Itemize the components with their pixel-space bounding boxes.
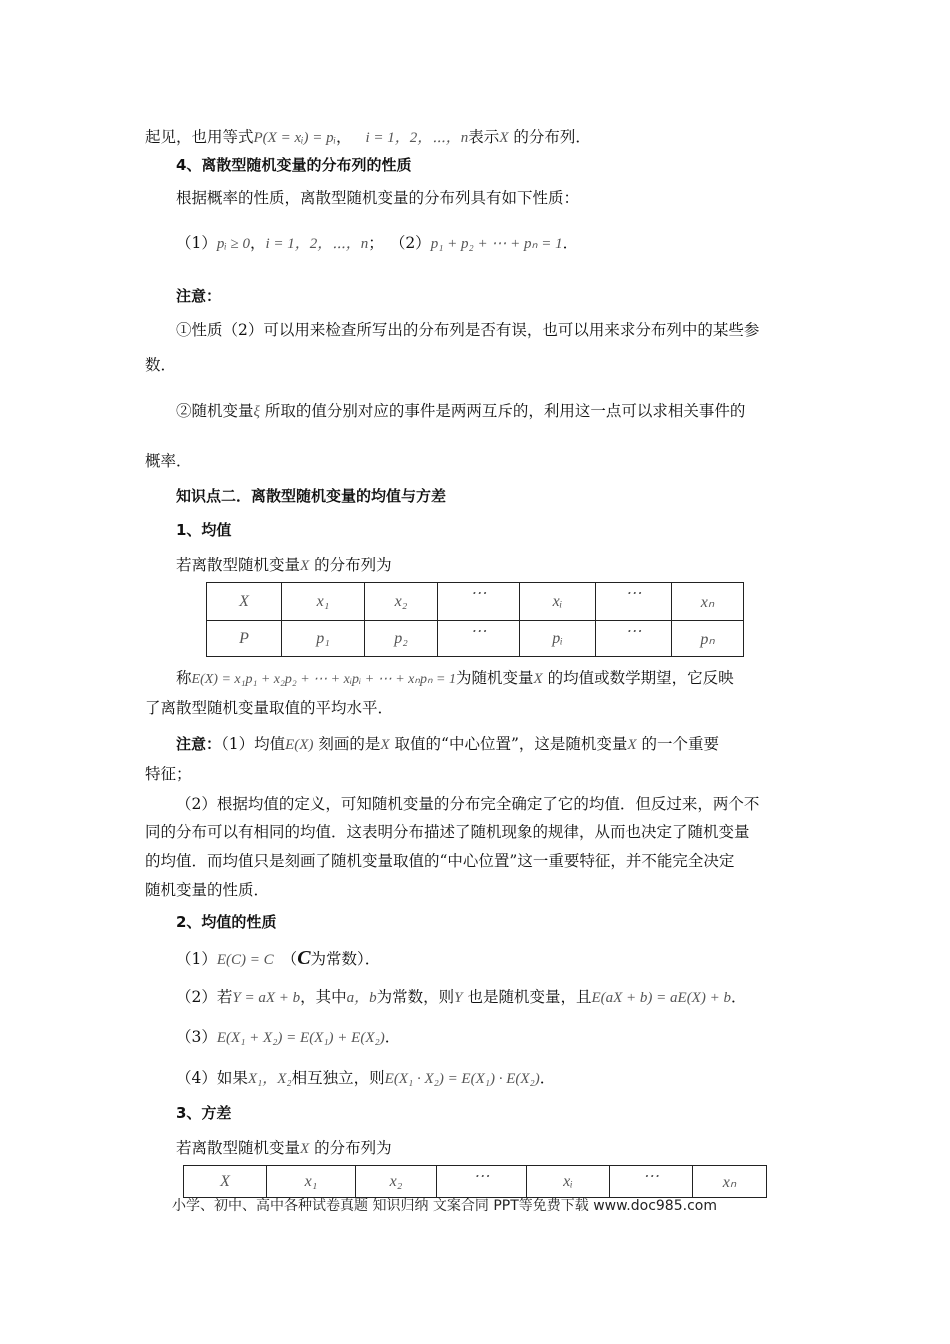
- table-cell: xₙ: [672, 583, 744, 621]
- math-symbol: Y: [454, 990, 463, 1006]
- text: （1）: [176, 234, 217, 252]
- text: 相互独立，则: [291, 1069, 385, 1087]
- text: 刻画的是: [318, 735, 381, 753]
- math-symbol: X: [300, 558, 310, 574]
- mean-note-1-line-a: [176, 732, 719, 757]
- text: ，: [249, 234, 266, 252]
- text: 为常数，则: [376, 988, 455, 1006]
- text: ，其中: [300, 988, 347, 1006]
- properties-line: [176, 231, 578, 256]
- text: 的均值或数学期望，它反映: [547, 669, 734, 687]
- math-expression: E(X₁ · X₂) = E(X₁) · E(X₂): [384, 1071, 540, 1087]
- note-label: 注意：: [176, 735, 222, 753]
- mean-definition-line-b: 了离散型随机变量取值的平均水平．: [145, 699, 394, 717]
- text: 的一个重要: [641, 735, 720, 753]
- distribution-intro-1: [176, 553, 392, 578]
- text: 若离散型随机变量: [176, 556, 301, 574]
- table-cell: xₙ: [693, 1166, 767, 1198]
- math-expression: i = 1，2，⋯，n: [265, 236, 369, 252]
- note-2-line-a: [176, 399, 745, 424]
- section-heading-variance: 3、方差: [176, 1104, 232, 1122]
- text: 称: [176, 669, 192, 687]
- math-expression: p₁ + p₂ + ⋯ + pₙ = 1: [430, 236, 563, 252]
- text: ．: [539, 1069, 556, 1087]
- math-symbol: X: [627, 737, 637, 753]
- math-expression: E(X) = x₁p₁ + x₂p₂ + ⋯ + xᵢpᵢ + ⋯ + xₙpₙ = 1: [191, 672, 456, 687]
- distribution-table-1: [206, 582, 744, 657]
- text: （4）如果: [176, 1069, 248, 1087]
- table-cell: pᵢ: [520, 621, 596, 657]
- distribution-table-2: [183, 1165, 767, 1198]
- mean-note-2-line-a: （2）根据均值的定义，可知随机变量的分布完全确定了它的均值．但反过来，两个不: [176, 795, 760, 813]
- mean-note-2-line-b: 同的分布可以有相同的均值．这表明分布描述了随机现象的规律，从而也决定了随机变量: [145, 823, 750, 841]
- text: 的分布列．: [513, 128, 591, 146]
- text: ．: [562, 234, 579, 252]
- footer-banner: 小学、初中、高中各种试卷真题 知识归纳 文案合同 PPT等免费下载 www.doc985.com: [172, 1198, 717, 1214]
- text: （2）: [389, 234, 431, 252]
- text: （2）若: [176, 988, 233, 1006]
- math-symbol: C: [297, 947, 311, 969]
- paragraph-intro: 根据概率的性质，离散型随机变量的分布列具有如下性质：: [176, 189, 580, 207]
- text: 表示: [468, 128, 500, 146]
- text: 起见，也用等式: [145, 128, 254, 146]
- text: ，: [335, 128, 352, 146]
- table-cell: X: [207, 583, 282, 621]
- note-1-line-b: 数．: [145, 356, 177, 374]
- math-expression: a，b: [346, 990, 377, 1006]
- math-symbol: X: [380, 737, 390, 753]
- math-expression: Y = aX + b: [232, 990, 301, 1006]
- note-1-line-a: ①性质（2）可以用来检查所写出的分布列是否有误，也可以用来求分布列中的某些参: [176, 321, 760, 339]
- text: 为随机变量: [455, 669, 534, 687]
- table-cell: x₂: [356, 1166, 437, 1198]
- note-2-line-b: 概率．: [145, 452, 192, 470]
- table-cell: ⋯: [596, 621, 672, 657]
- math-expression: E(X₁ + X₂) = E(X₁) + E(X₂): [216, 1030, 385, 1046]
- text: 的分布列为: [314, 1139, 392, 1157]
- mean-note-1-line-b: 特征；: [145, 765, 192, 783]
- math-expression: E(aX + b) = aE(X) + b: [591, 990, 731, 1006]
- table-cell: X: [184, 1166, 267, 1198]
- table-cell: xᵢ: [527, 1166, 610, 1198]
- distribution-intro-2: [176, 1136, 392, 1161]
- math-expression: P(X = xᵢ) = pᵢ: [253, 130, 336, 146]
- table-cell: ⋯: [438, 583, 520, 621]
- text-line-1: [145, 125, 591, 150]
- table-cell: P: [207, 621, 282, 657]
- section-heading-mean-properties: 2、均值的性质: [176, 913, 277, 931]
- math-expression: pᵢ ≥ 0: [216, 236, 250, 252]
- table-cell: ⋯: [596, 583, 672, 621]
- text: 的分布列为: [314, 556, 392, 574]
- table-row: [207, 583, 744, 621]
- text: 也是随机变量，且: [467, 988, 592, 1006]
- text: ．: [730, 988, 747, 1006]
- text: （1）均值: [221, 735, 286, 753]
- math-expression: E(C) = C: [216, 952, 274, 968]
- mean-note-2-line-d: 随机变量的性质．: [145, 881, 270, 899]
- table-cell: ⋯: [610, 1166, 693, 1198]
- math-expression: i = 1，2，⋯，n: [365, 130, 469, 146]
- text: ．: [364, 950, 381, 968]
- section-heading-4: 4、离散型随机变量的分布列的性质: [176, 156, 412, 174]
- table-cell: p₂: [365, 621, 438, 657]
- note-heading: 注意：: [176, 287, 222, 305]
- math-symbol: X: [300, 1141, 310, 1157]
- text: （: [281, 950, 298, 968]
- table-cell: ⋯: [437, 1166, 527, 1198]
- text: 取值的“中心位置”，这是随机变量: [394, 735, 628, 753]
- mean-property-4: [176, 1066, 555, 1091]
- table-row: [207, 621, 744, 657]
- mean-property-3: [176, 1025, 400, 1050]
- section-heading-mean: 1、均值: [176, 521, 232, 539]
- math-symbol: X: [533, 671, 543, 687]
- text: ；: [368, 234, 384, 252]
- text: ．: [384, 1028, 401, 1046]
- text: 为常数）: [310, 950, 365, 968]
- text: 所取的值分别对应的事件是两两互斥的，利用这一点可以求相关事件的: [264, 402, 746, 420]
- table-cell: x₂: [365, 583, 438, 621]
- mean-property-1: [176, 946, 380, 972]
- math-expression: E(X): [285, 737, 314, 753]
- table-cell: xᵢ: [520, 583, 596, 621]
- table-cell: x₁: [267, 1166, 356, 1198]
- text: （3）: [176, 1028, 217, 1046]
- math-symbol: X: [499, 130, 509, 146]
- table-cell: x₁: [282, 583, 365, 621]
- table-cell: p₁: [282, 621, 365, 657]
- math-symbol: ξ: [253, 404, 260, 420]
- knowledge-point-2-heading: 知识点二．离散型随机变量的均值与方差: [176, 487, 447, 505]
- table-cell: ⋯: [438, 621, 520, 657]
- table-cell: pₙ: [672, 621, 744, 657]
- text: 若离散型随机变量: [176, 1139, 301, 1157]
- mean-definition-line-a: [176, 666, 734, 692]
- table-row: [184, 1166, 767, 1198]
- mean-note-2-line-c: 的均值．而均值只是刻画了随机变量取值的“中心位置”这一重要特征，并不能完全决定: [145, 852, 735, 870]
- text: （1）: [176, 950, 217, 968]
- math-expression: X₁，X₂: [247, 1071, 292, 1087]
- text: ②随机变量: [176, 402, 254, 420]
- mean-property-2: [176, 985, 746, 1010]
